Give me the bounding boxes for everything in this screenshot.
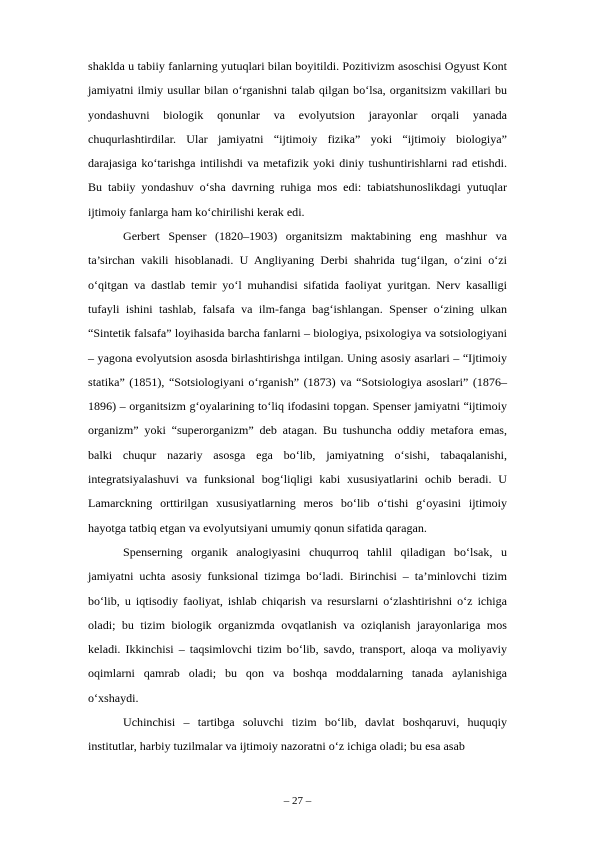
page-number: – 27 – [283,795,312,807]
paragraph: Uchinchisi – tartibga soluvchi tizim bo‘lib, davlat boshqaruvi, huquqiy institutlar, harbiy tuzilmalar va ijtimoiy nazoratni o‘z ichiga oladi; bu esa asab [88,715,507,754]
paragraph: shaklda u tabiiy fanlarning yutuqlari bilan boyitildi. Pozitivizm asoschisi Ogyust Kont jamiyatni ilmiy usullar bilan o‘rganishni talab qilgan bo‘lsa, organitsizm vakillari bu yondashuvni biologik qonunlar va evolyutsion jarayonlar orqali yanada chuqurlashtirdilar. Ular jamiyatni “ijtimoiy fizika” yoki “ijtimoiy biologiya” darajasiga ko‘tarishga intilishdi va metafizik yoki diniy tushuntirishlarni rad etishdi. Bu tabiiy yondashuv o‘sha davrning ruhiga mos edi: tabiatshunoslikdagi yutuqlar ijtimoiy fanlarga ham ko‘chirilishi kerak edi. [88,59,507,219]
paragraph: Gerbert Spenser (1820–1903) organitsizm maktabining eng mashhur va ta’sirchan vakili hisoblanadi. U Angliyaning Derbi shahrida tug‘ilgan, o‘zini o‘zi o‘qitgan va dastlab temir yo‘l muhandisi sifatida faoliyat yuritgan. Nerv kasalligi tufayli ishini tashlab, falsafa va ilm-fanga bag‘ishlangan. Spenser o‘zining ulkan “Sintetik falsafa” loyihasida barcha fanlarni – biologiya, psixologiya va sotsiologiyani – yagona evolyutsion asosda birlashtirishga intilgan. Uning asosiy asarlari – “Ijtimoiy statika” (1851), “Sotsiologiyani o‘rganish” (1873) va “Sotsiologiya asoslari” (1876–1896) – organitsizm g‘oyalarining to‘liq ifodasini topgan. Spenser jamiyatni “ijtimoiy organizm” yoki “superorganizm” deb atagan. Bu tushuncha oddiy metafora emas, balki chuqur nazariy asosga ega bo‘lib, jamiyatning o‘sishi, tabaqalanishi, integratsiyalashuvi va funksional bog‘liqligi kabi xususiyatlarini ochib beradi. U Lamarckning orttirilgan xususiyatlarning meros bo‘lib o‘tishi g‘oyasini ijtimoiy hayotga tatbiq etgan va evolyutsiyani umumiy qonun sifatida qaragan. [88,229,507,535]
page-body [88,54,507,759]
paragraph: Spenserning organik analogiyasini chuqurroq tahlil qiladigan bo‘lsak, u jamiyatni uchta asosiy funksional tizimga bo‘ladi. Birinchisi – ta’minlovchi tizim bo‘lib, u iqtisodiy faoliyat, ishlab chiqarish va resurslarni o‘zlashtirishni o‘z ichiga oladi; bu tizim biologik organizmda ovqatlanish va oziqlanish jarayonlariga mos keladi. Ikkinchisi – taqsimlovchi tizim bo‘lib, savdo, transport, aloqa va moliyaviy oqimlarni qamrab oladi; bu qon va boshqa moddalarning tanada aylanishiga o‘xshaydi. [88,544,507,705]
